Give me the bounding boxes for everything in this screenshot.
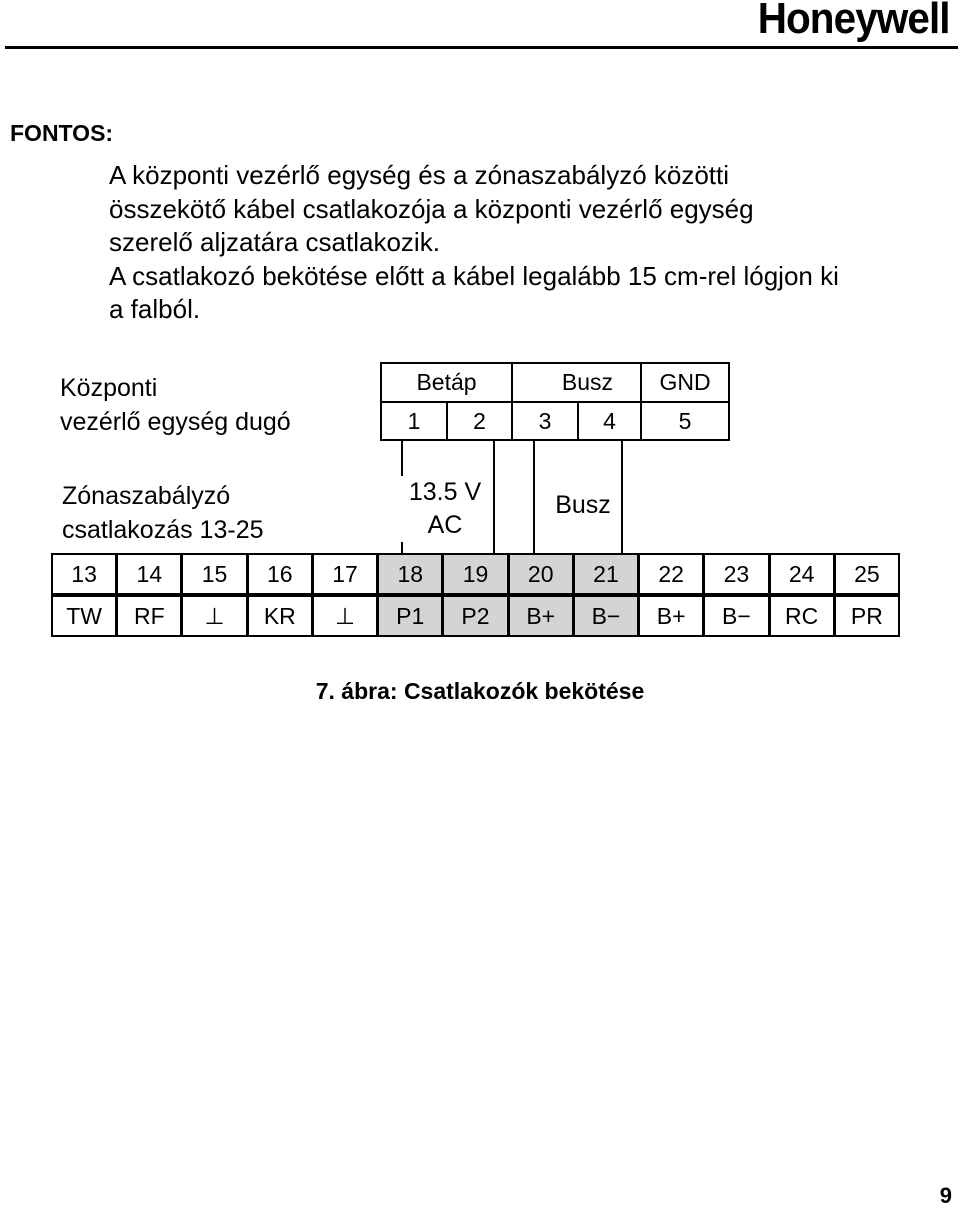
zone-connector-label: [62, 479, 264, 547]
notice-line: összekötő kábel csatlakozója a központi vezérlő egység: [109, 193, 754, 224]
terminal-number: 17: [312, 553, 378, 595]
terminal-number: 19: [442, 553, 508, 595]
plug-label-line: Központi: [60, 374, 158, 402]
notice-line: A központi vezérlő egység és a zónaszabályzó közötti: [109, 160, 730, 190]
terminal-number: 18: [377, 553, 443, 595]
terminal-name: PR: [834, 595, 900, 637]
plug-label: [60, 371, 291, 439]
voltage-label: [398, 476, 492, 542]
notice-line: A csatlakozó bekötése előtt a kábel legalább 15 cm-rel lógjon ki: [109, 260, 839, 291]
notice-heading: FONTOS:: [10, 120, 114, 146]
honeywell-logo: Honeywell: [758, 0, 950, 43]
terminal-number: 23: [703, 553, 769, 595]
figure-caption: 7. ábra: Csatlakozók bekötése: [315, 678, 645, 704]
header-rule: [5, 46, 958, 49]
terminal-number: 21: [573, 553, 639, 595]
page-number: 9: [939, 1183, 952, 1208]
plug-group-bus: Busz: [561, 369, 613, 395]
terminal-name: RF: [116, 595, 182, 637]
notice-line: szerelő aljzatára csatlakozik.: [109, 227, 440, 257]
terminal-number: 24: [769, 553, 835, 595]
terminal-name: B+: [508, 595, 574, 637]
terminal-name: TW: [51, 595, 117, 637]
wire-pin2-to-19: [493, 441, 495, 554]
terminal-number: 16: [247, 553, 313, 595]
plug-group-gnd: GND: [659, 369, 711, 395]
plug-pin: 2: [473, 407, 486, 434]
wire-pin4-to-21: [621, 441, 623, 554]
wire-pin3-to-20: [533, 441, 535, 554]
voltage-label-line: 13.5 V: [408, 478, 482, 506]
zone-label-line: Zónaszabályzó: [62, 482, 231, 510]
terminal-name: B−: [703, 595, 769, 637]
voltage-label-line: AC: [427, 511, 463, 539]
terminal-name: B+: [638, 595, 704, 637]
terminal-name: ⊥: [312, 595, 378, 637]
zone-label-line: csatlakozás 13-25: [62, 516, 264, 544]
plug-pin: 4: [603, 407, 616, 434]
bus-wire-label: Busz: [555, 491, 611, 519]
terminal-number: 14: [116, 553, 182, 595]
terminal-number: 25: [834, 553, 900, 595]
terminal-name: ⊥: [181, 595, 247, 637]
plug-pin: 5: [678, 407, 692, 434]
terminal-name: RC: [769, 595, 835, 637]
terminal-name: KR: [247, 595, 313, 637]
plug-pin: 1: [407, 407, 421, 434]
terminal-number: 15: [181, 553, 247, 595]
terminal-number: 22: [638, 553, 704, 595]
notice-line: a falból.: [109, 294, 201, 324]
plug-label-line: vezérlő egység dugó: [60, 408, 291, 436]
terminal-name: P2: [442, 595, 508, 637]
terminal-name: B−: [573, 595, 639, 637]
terminal-number: 13: [51, 553, 117, 595]
plug-group-power: Betáp: [416, 369, 477, 395]
terminal-name: P1: [377, 595, 443, 637]
terminal-number: 20: [508, 553, 574, 595]
notice-text: [109, 159, 959, 327]
terminal-strip: [51, 553, 899, 637]
plug-pin: 3: [538, 407, 552, 434]
